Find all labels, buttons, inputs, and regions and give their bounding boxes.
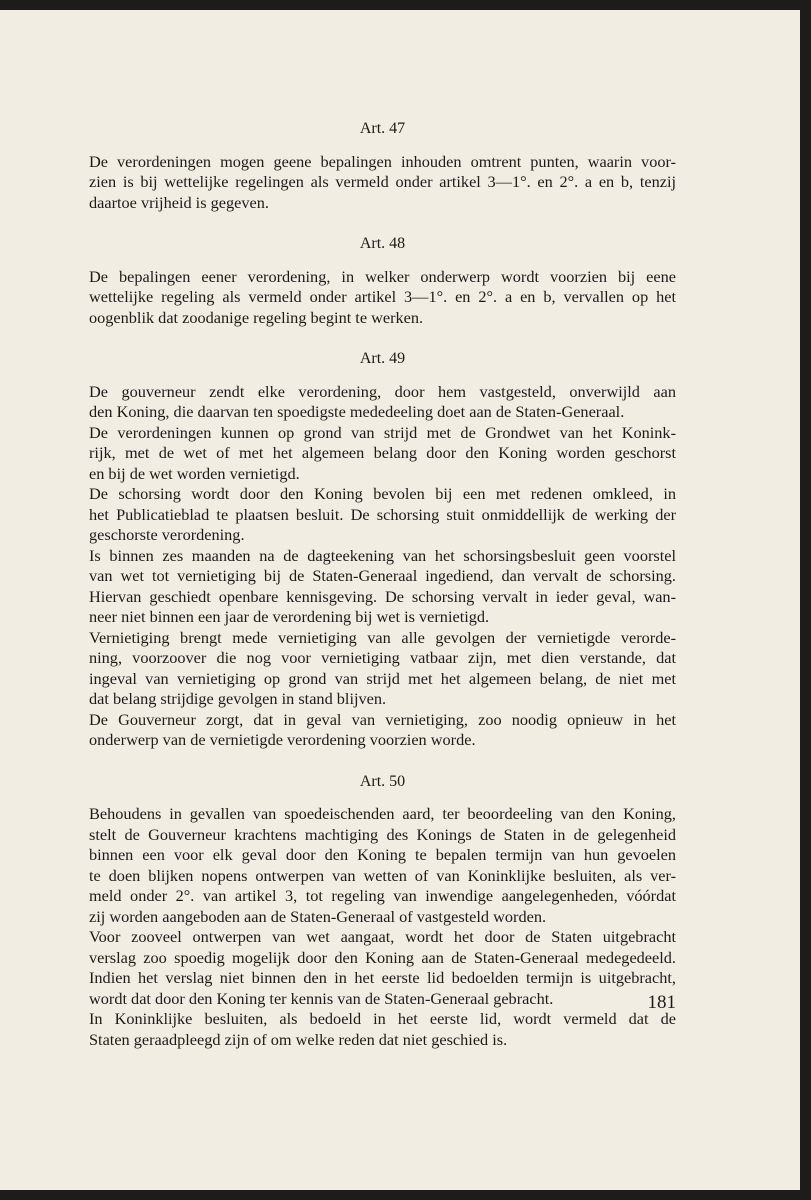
text-line: wordt dat door den Koning ter kennis van de Staten-Generaal gebracht. [89,988,554,1008]
paragraph [89,484,676,546]
text-line: Behoudens in gevallen van spoedeischenden aard, ter beoordeeling van den Koning, [89,804,676,823]
text-line: In Koninklijke besluiten, als bedoeld in het eerste lid, wordt vermeld dat de [89,1009,676,1028]
paragraph [89,267,676,329]
text-line: van wet tot vernietiging bij de Staten-Generaal ingediend, dan vervalt de schorsing. [89,566,676,585]
text-line: De verordeningen mogen geene bepalingen inhouden omtrent punten, waarin voor- [89,151,676,171]
text-block [89,10,676,1050]
paragraph [89,628,676,710]
text-line: De bepalingen eener verordening, in welker onderwerp wordt voorzien bij eene [89,266,676,286]
text-line: zij worden aangeboden aan de Staten-Generaal of vastgesteld worden. [89,906,547,926]
article-heading: Art. 49 [359,350,406,367]
text-line: meld onder 2°. van artikel 3, tot regeling van inwendige aangelegenheden, vóórdat [89,886,676,905]
text-line: te doen blijken nopens ontwerpen van wetten of van Koninklijke besluiten, als ver- [89,865,676,885]
text-line: binnen een voor elk geval door den Koning te bepalen termijn van hun gevoelen [89,845,676,864]
paragraph [89,804,676,927]
paragraph [89,1009,676,1050]
article-heading: Art. 50 [359,772,406,790]
text-line: wettelijke regeling als vermeld onder artikel 3—1°. en 2°. a en b, vervallen op het [89,287,676,306]
text-line: den Koning, die daarvan ten spoedigste mededeeling doet aan de Staten-Generaal. [89,402,625,421]
text-line: neer niet binnen een jaar de verordening bij wet is vernietigd. [89,607,490,626]
paragraph [89,546,676,628]
text-line: De verordeningen kunnen op grond van strijd met de Grondwet van het Konink- [89,422,676,442]
text-line: Staten geraadpleegd zijn of om welke reden dat niet geschied is. [89,1029,508,1049]
text-line: dat belang strijdige gevolgen in stand blijven. [89,689,387,708]
text-line: ingeval van vernietiging op grond van strijd met het algemeen belang, de niet met [89,668,676,688]
text-line: De schorsing wordt door den Koning bevolen bij een met redenen omkleed, in [89,484,676,503]
paragraph [89,152,676,214]
article-heading: Art. 48 [359,235,406,252]
text-line: verslag zoo spoedig mogelijk door den Koning aan de Staten-Generaal medegedeeld. [89,947,676,967]
paragraph [89,423,676,485]
text-line: De Gouverneur zorgt, dat in geval van vernietiging, zoo noodig opnieuw in het [89,709,676,729]
page-number: 181 [647,992,676,1013]
text-line: oogenblik dat zoodanige regeling begint te werken. [89,307,424,327]
text-line: Vernietiging brengt mede vernietiging van alle gevolgen der vernietigde verorde- [89,627,676,647]
paragraph [89,382,676,423]
document-page [0,10,800,1190]
text-line: Indien het verslag niet binnen den in het eerste lid bedoelden termijn is uitgebracht, [89,968,676,987]
text-line: en bij de wet worden vernietigd. [89,463,300,483]
text-line: zien is bij wettelijke regelingen als vermeld onder artikel 3—1°. en 2°. a en b, tenzij [89,172,676,191]
text-line: ning, voorzoover die nog voor vernietiging vatbaar zijn, met dien verstande, dat [89,648,676,667]
paragraph [89,710,676,751]
text-line: het Publicatieblad te plaatsen besluit. De schorsing stuit onmiddellijk de werking der [89,504,676,524]
text-line: daartoe vrijheid is gegeven. [89,192,269,212]
text-line: Is binnen zes maanden na de dagteekening van het schorsingsbesluit geen voorstel [89,545,676,565]
text-line: onderwerp van de vernietigde verordening voorzien worde. [89,730,476,749]
text-line: rijk, met de wet of met het algemeen belang door den Koning worden geschorst [89,443,676,462]
text-line: Hiervan geschiedt openbare kennisgeving. De schorsing vervalt in ieder geval, wan- [89,586,676,606]
article-heading: Art. 47 [359,120,406,137]
text-line: geschorste verordening. [89,525,245,544]
text-line: Voor zooveel ontwerpen van wet aangaat, wordt het door de Staten uitgebracht [89,927,676,946]
text-line: stelt de Gouverneur krachtens machtiging des Konings de Staten in de gelegenheid [89,824,676,844]
paragraph [89,927,676,1009]
text-line: De gouverneur zendt elke verordening, door hem vastgesteld, onverwijld aan [89,381,676,401]
